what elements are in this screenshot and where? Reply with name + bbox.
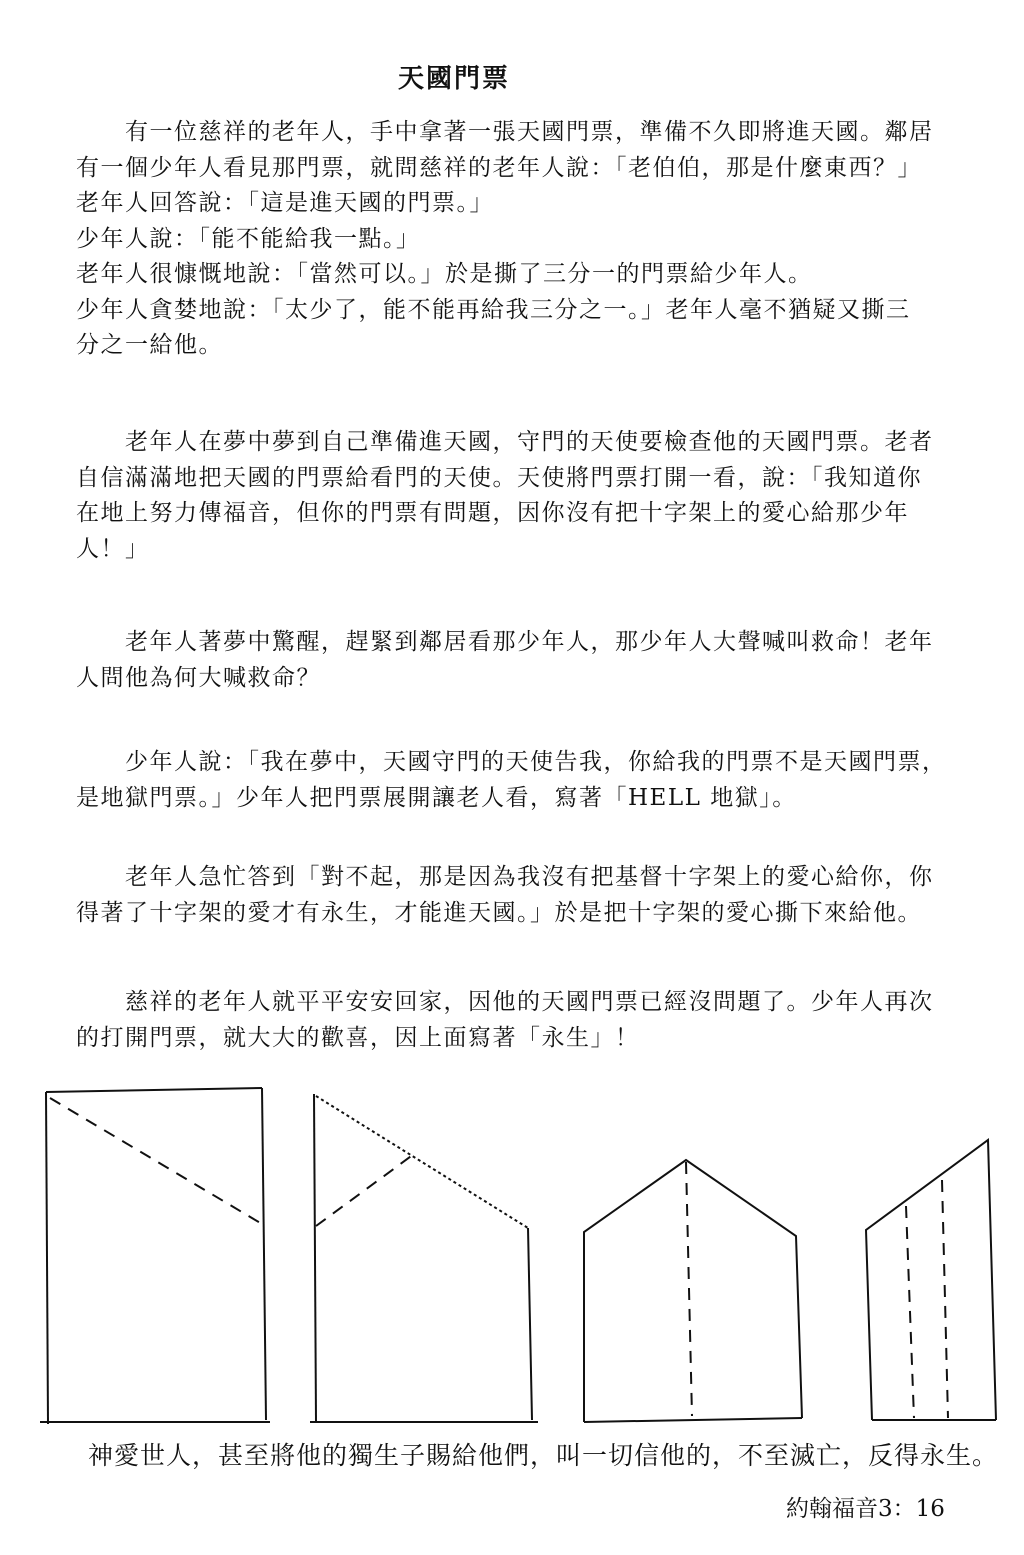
story-paragraph-6	[76, 985, 986, 1056]
ticket-step-3-figure	[584, 1160, 802, 1422]
story-paragraph-5	[76, 860, 986, 931]
story-paragraph-1	[76, 115, 986, 364]
ticket-step-4-figure	[866, 1140, 996, 1420]
story-paragraph-3	[76, 625, 986, 696]
text-line: 人！」	[76, 535, 150, 562]
page-title: 天國門票	[398, 64, 511, 94]
ticket-folding-diagram	[0, 1070, 1024, 1440]
text-line: 老年人在夢中夢到自己準備進天國，守門的天使要檢查他的天國門票。老者	[76, 429, 934, 455]
text-line: 的打開門票，就大大的歡喜，因上面寫著「永生」！	[76, 1024, 640, 1051]
text-line: 少年人貪婪地說：「太少了，能不能再給我三分之一。」老年人毫不猶疑又撕三	[76, 296, 911, 323]
text-line: 得著了十字架的愛才有永生，才能進天國。」於是把十字架的愛心撕下來給他。	[76, 899, 922, 926]
ticket-step-1-figure	[40, 1088, 270, 1424]
bible-verse: 神愛世人，甚至將他的獨生子賜給他們，叫一切信他的，不至滅亡，反得永生。	[88, 1441, 999, 1470]
text-line: 在地上努力傳福音，但你的門票有問題，因你沒有把十字架上的愛心給那少年	[76, 500, 909, 526]
story-paragraph-4	[76, 745, 986, 816]
text-line: 老年人很慷慨地說：「當然可以。」於是撕了三分一的門票給少年人。	[76, 261, 813, 287]
text-line: 老年人急忙答到「對不起，那是因為我沒有把基督十字架上的愛心給你，你	[76, 864, 934, 890]
text-line: 人問他為何大喊救命？	[76, 664, 321, 691]
text-line: 是地獄門票。」少年人把門票展開讓老人看，寫著「HELL 地獄」。	[76, 784, 797, 811]
text-line: 老年人著夢中驚醒，趕緊到鄰居看那少年人，那少年人大聲喊叫救命！老年	[76, 629, 934, 655]
text-line: 分之一給他。	[76, 332, 223, 358]
text-line: 少年人說：「能不能給我一點。」	[76, 225, 421, 252]
story-paragraph-2	[76, 425, 986, 567]
text-line: 慈祥的老年人就平平安安回家，因他的天國門票已經沒問題了。少年人再次	[76, 989, 934, 1015]
text-line: 老年人回答說：「這是進天國的門票。」	[76, 190, 494, 216]
text-line: 有一個少年人看見那門票，就問慈祥的老年人說：「老伯伯，那是什麼東西？」	[76, 154, 922, 181]
text-line: 少年人說：「我在夢中，天國守門的天使告我，你給我的門票不是天國門票，	[76, 749, 947, 775]
ticket-step-2-figure	[310, 1094, 538, 1422]
verse-reference: 約翰福音3：16	[786, 1496, 945, 1522]
text-line: 自信滿滿地把天國的門票給看門的天使。天使將門票打開一看，說：「我知道你	[76, 464, 922, 491]
text-line: 有一位慈祥的老年人，手中拿著一張天國門票，準備不久即將進天國。鄰居	[76, 119, 934, 145]
